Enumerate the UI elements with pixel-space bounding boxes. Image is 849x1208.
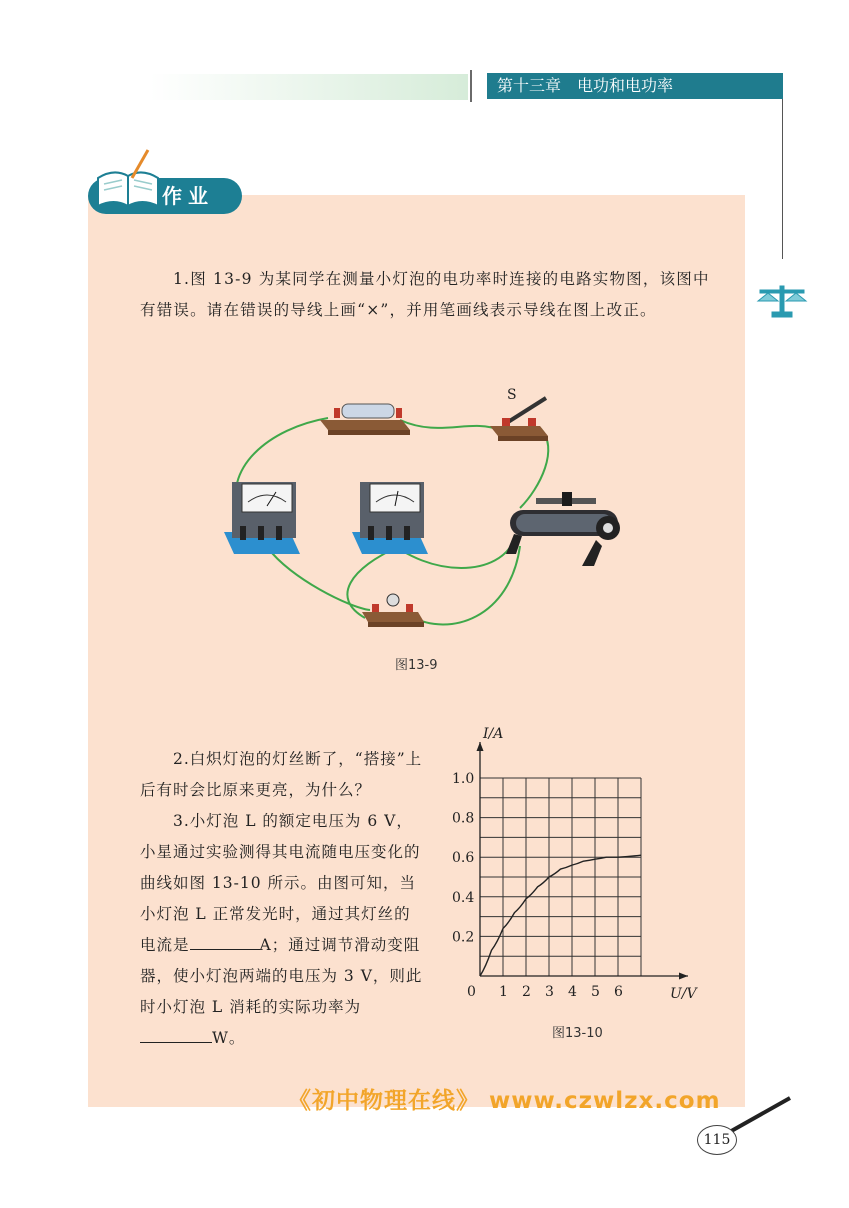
meter-left — [224, 482, 300, 554]
figure-13-9-caption: 图13-9 — [395, 658, 438, 673]
x-tick-label: 4 — [568, 984, 577, 1000]
question-3-part3: W。 — [212, 1029, 246, 1047]
figure-13-10-caption: 图13-10 — [552, 1026, 603, 1041]
battery-box — [320, 404, 410, 435]
iv-curve — [480, 855, 641, 976]
y-axis-arrow — [477, 742, 484, 751]
y-tick-label: 0.6 — [452, 850, 475, 867]
book-icon — [92, 148, 164, 212]
switch-label: S — [507, 387, 517, 403]
x-axis-arrow — [679, 973, 688, 980]
x-axis-label: U/V — [670, 986, 697, 1002]
lamp-base — [362, 594, 424, 627]
iv-curve-chart — [438, 718, 708, 1018]
chapter-title: 第十三章 电功和电功率 — [487, 73, 783, 99]
y-tick-label: 0.8 — [452, 810, 475, 827]
switch — [490, 398, 548, 441]
y-tick-label: 1.0 — [452, 771, 475, 787]
answer-blank-current[interactable] — [190, 931, 260, 950]
watermark-text: 《初中物理在线》 www.czwlzx.com — [288, 1088, 721, 1114]
answer-blank-power[interactable] — [140, 1024, 212, 1043]
meter-right — [352, 482, 428, 554]
header-divider — [470, 70, 472, 102]
x-tick-label: 5 — [591, 984, 600, 1000]
header-gradient — [150, 74, 468, 100]
x-tick-label: 1 — [499, 984, 508, 1000]
x-tick-label: 3 — [545, 984, 554, 1000]
page-number: 115 — [697, 1125, 737, 1155]
question-1: 1.图 13-9 为某同学在测量小灯泡的电功率时连接的电路实物图，该图中有错误。请在错误的导线上画“×”，并用笔画线表示导线在图上改正。 — [140, 270, 710, 319]
y-axis-label: I/A — [483, 726, 504, 742]
circuit-figure — [210, 378, 650, 640]
x-tick-label: 2 — [522, 984, 531, 1000]
y-tick-label: 0.4 — [452, 889, 475, 906]
x-tick-label: 6 — [614, 984, 623, 1000]
question-2: 2.白炽灯泡的灯丝断了，“搭接”上后有时会比原来更亮，为什么？ — [140, 750, 423, 799]
rheostat — [506, 492, 620, 566]
section-badge: 作业 — [88, 178, 242, 214]
y-tick-label: 0.2 — [452, 929, 475, 946]
question-3 — [140, 806, 426, 1054]
balance-icon — [756, 283, 808, 319]
x-tick-label: 0 — [467, 984, 476, 1000]
side-rule — [782, 99, 783, 259]
question-3-part2: A；通过调节滑动变阻器，使小灯泡两端的电压为 3 V，则此时小灯泡 L 消耗的实际功率为 — [140, 936, 423, 1016]
question-3-part1: 3.小灯泡 L 的额定电压为 6 V，小星通过实验测得其电流随电压变化的曲线如图 13-10 所示。由图可知，当小灯泡 L 正常发光时，通过其灯丝的电流是 — [140, 812, 421, 954]
questions-2-3 — [140, 744, 426, 1054]
